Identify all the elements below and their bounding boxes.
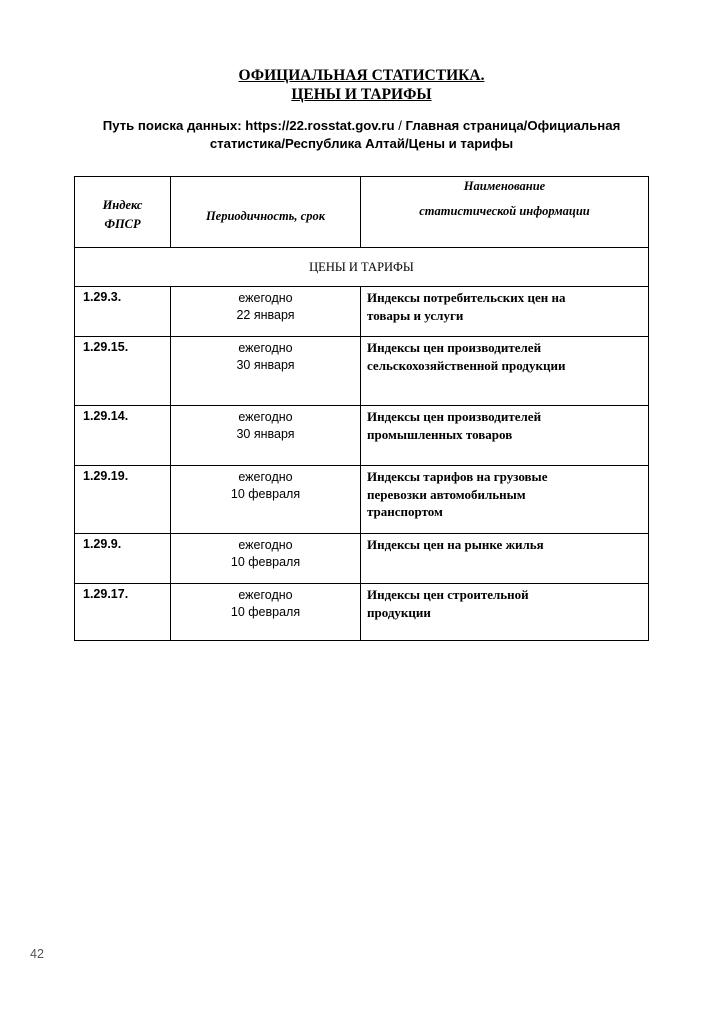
row-periodicity [171,584,361,641]
row-name [361,337,649,406]
row-name-line: Индексы потребительских цен на [367,290,566,305]
section-row [75,248,649,287]
table-header-row [75,177,649,248]
row-period: ежегодно [238,470,293,484]
data-search-path [60,117,663,153]
title-line-2: ЦЕНЫ И ТАРИФЫ [291,86,432,103]
row-periodicity [171,466,361,534]
row-index: 1.29.3. [75,287,171,337]
row-name-line: Индексы цен на рынке жилья [367,537,544,552]
column-header-periodicity: Периодичность, срок [171,177,361,248]
row-name-line: продукции [367,604,431,620]
row-name-line: товары и услуги [367,307,464,323]
path-rest: Главная страница/Официальная [405,118,621,133]
column-header-index [75,177,171,248]
column-header-name-line-2: статистической информации [419,204,590,218]
row-index: 1.29.9. [75,534,171,584]
table-row [75,337,649,406]
table-row [75,584,649,641]
row-index: 1.29.15. [75,337,171,406]
row-period: ежегодно [238,410,293,424]
row-name-line: Индексы тарифов на грузовые [367,469,548,484]
row-date: 10 февраля [230,555,301,569]
column-header-index-line-2: ФПСР [104,217,141,231]
row-name-line: Индексы цен производителей [367,340,542,355]
row-name-line: перевозки автомобильным [367,486,526,502]
table-body [75,287,649,641]
row-name [361,406,649,466]
row-name-line: промышленных товаров [367,426,513,442]
row-name [361,534,649,584]
row-index: 1.29.17. [75,584,171,641]
row-date: 30 января [236,358,295,372]
path-prefix: Путь поиска данных: [102,118,242,133]
path-url-link[interactable]: https://22.rosstat.gov.ru [245,118,395,133]
row-periodicity [171,534,361,584]
row-periodicity [171,287,361,337]
page-number: 42 [30,947,44,961]
row-date: 10 февраля [230,605,301,619]
page-title [0,66,723,104]
row-name [361,584,649,641]
row-date: 10 февраля [230,487,301,501]
table-row [75,466,649,534]
row-period: ежегодно [238,538,293,552]
statistics-table [74,176,649,641]
column-header-name [361,177,649,248]
table-row [75,287,649,337]
section-title: ЦЕНЫ И ТАРИФЫ [75,248,649,287]
row-period: ежегодно [238,291,293,305]
row-name [361,287,649,337]
path-separator: / [398,118,402,133]
row-name-line: сельскохозяйственной продукции [367,357,566,373]
table-row [75,534,649,584]
column-header-index-line-1: Индекс [102,198,143,212]
row-date: 30 января [236,427,295,441]
row-name-line: Индексы цен производителей [367,409,542,424]
title-line-1: ОФИЦИАЛЬНАЯ СТАТИСТИКА. [238,67,485,84]
row-period: ежегодно [238,588,293,602]
path-line-2: статистика/Республика Алтай/Цены и тарифы [209,136,514,151]
row-index: 1.29.14. [75,406,171,466]
row-name-line: транспортом [367,504,443,519]
row-name-line: Индексы цен строительной [367,587,529,602]
row-period: ежегодно [238,341,293,355]
table-row [75,406,649,466]
row-name [361,466,649,534]
row-date: 22 января [236,308,295,322]
row-periodicity [171,337,361,406]
row-periodicity [171,406,361,466]
column-header-name-line-1: Наименование [463,179,546,193]
row-index: 1.29.19. [75,466,171,534]
